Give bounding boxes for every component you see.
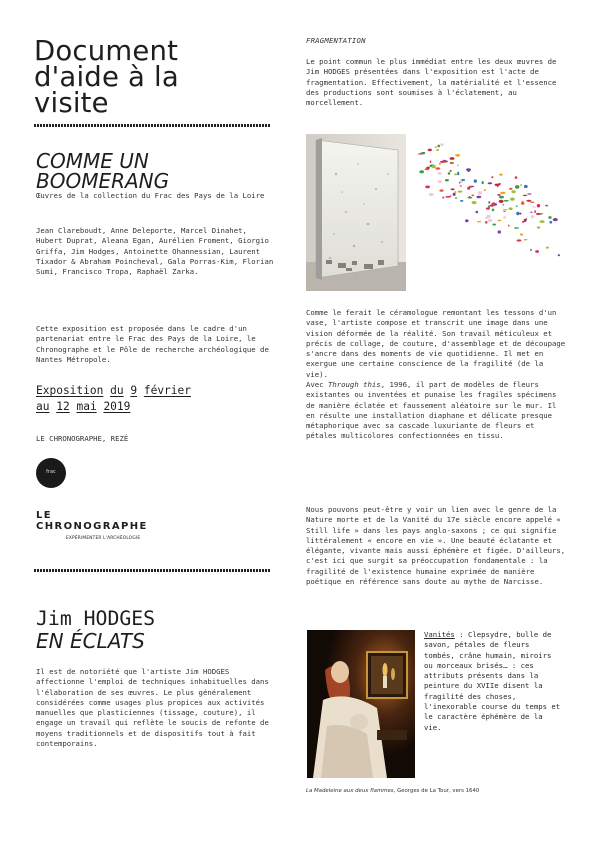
document-title: Document d'aide à la visite	[34, 35, 179, 119]
petal	[524, 239, 528, 240]
section-heading: FRAGMENTATION	[306, 36, 366, 45]
petal	[500, 192, 505, 194]
petal	[492, 224, 496, 226]
petal	[535, 250, 539, 253]
petal	[488, 182, 492, 184]
petal	[468, 197, 473, 199]
dotted-divider	[34, 124, 270, 127]
petal	[548, 216, 551, 219]
dates-word: février	[143, 384, 191, 397]
petal	[499, 196, 504, 199]
petal	[453, 193, 456, 196]
petal	[503, 211, 506, 212]
petal	[545, 205, 548, 207]
flowers-installation-image	[411, 134, 561, 291]
nature-morte-paragraph: Nous pouvons peut-être y voir un lien avec le genre de la Nature morte et de la Vanité du 17e siècle encore appelé « Still life » dans les pays anglo-saxons ; ce qui signifie littéralement « encore en vie ». Une beauté éclatante et élégante, vivante mais aussi éphémère et figée. D'ailleurs, c'est ici que surgit sa préoccupation fondamentale : la fragilité de l'existence humaine exprimée de manière poétique en référence sans doute au mythe de Narcisse.	[306, 505, 566, 587]
petal	[503, 216, 506, 218]
petal	[546, 247, 549, 249]
dates-word: mai	[76, 400, 97, 413]
petal	[445, 196, 450, 198]
petal	[540, 213, 543, 214]
petal	[449, 170, 451, 172]
petal	[457, 165, 459, 167]
petal	[499, 174, 502, 176]
petal	[515, 176, 518, 179]
petal	[461, 179, 465, 181]
petal	[460, 200, 463, 202]
petal	[457, 155, 460, 157]
petal	[435, 167, 440, 170]
petal	[532, 206, 536, 208]
petal	[476, 196, 481, 198]
petal	[514, 227, 519, 228]
caption-credit: , Georges de La Tour, vers 1640	[393, 788, 480, 794]
frac-logo-text: frac	[46, 469, 56, 475]
exhibition-dates	[36, 383, 276, 415]
petal	[530, 212, 532, 213]
petal	[432, 165, 436, 169]
petal	[516, 205, 518, 206]
petal	[509, 188, 512, 190]
frac-logo	[36, 458, 66, 488]
through-this-body: , 1996, il part de modèles de fleurs existantes ou inventées et punaise les fragiles spécimens de manière éclatée et faussement aléatoire sur le mur. Il en résulte une installation diaphane et délicate presque métaphorique avec sa cascade luxuriante de fleurs et pétales multicolores confectionnées en tissu.	[306, 380, 557, 441]
petal	[530, 249, 532, 251]
petal	[488, 205, 490, 208]
chronographe-logo: LE CHRONOGRAPHE	[36, 510, 148, 532]
dates-word: du	[110, 384, 124, 397]
vanites-term: Vanités	[424, 630, 455, 639]
petal	[465, 219, 469, 222]
petal	[474, 179, 477, 182]
exhibition-title: COMME UN BOOMERANG	[36, 149, 170, 193]
petal	[521, 201, 524, 202]
petal	[517, 239, 522, 241]
petal	[472, 201, 477, 204]
petal	[495, 203, 497, 205]
petal	[439, 163, 441, 165]
petal	[537, 204, 540, 208]
petal	[495, 184, 500, 186]
petal	[498, 230, 501, 233]
partnership-note: Cette exposition est proposée dans le cadre d'un partenariat entre le Frac des Pays de la Loire, le Chronographe et le Pôle de recherche archéologique de Nantes Métropole.	[36, 324, 269, 364]
vanites-paragraph	[424, 630, 564, 733]
petal	[524, 185, 528, 188]
petal	[482, 181, 484, 184]
artist-list: Jean Clareboudt, Anne Deleporte, Marcel Dinahet, Hubert Duprat, Aleana Egan, Aurélien Froment, Giorgio Griffa, Jim Hodges, Antoinette Ohannessian, Laurent Tixador & Abraham Poincheval, Gala Porras-Kim, Florian Sumi, Francisco Tropa, Raphaël Zarka.	[36, 226, 274, 277]
petal	[499, 200, 504, 203]
petal	[504, 200, 509, 202]
petal	[526, 200, 531, 202]
petal	[488, 201, 490, 203]
petal	[426, 167, 430, 169]
through-this-paragraph	[306, 380, 568, 442]
petal	[477, 221, 481, 222]
painting-caption	[306, 788, 568, 794]
petal	[460, 185, 462, 187]
petal	[455, 197, 457, 198]
petal	[519, 213, 521, 215]
petal	[466, 168, 471, 171]
dates-word: 9	[130, 384, 138, 397]
petal	[488, 219, 492, 222]
petal	[429, 193, 434, 196]
artwork-photo-flowers	[411, 134, 561, 291]
petal	[442, 196, 444, 198]
artist-name: Jim HODGES	[36, 607, 156, 630]
petal	[451, 188, 455, 190]
petal	[503, 209, 508, 210]
petal	[430, 160, 432, 163]
petal	[511, 190, 515, 193]
dates-word: 2019	[103, 400, 131, 413]
petal	[534, 210, 536, 213]
petal	[419, 170, 424, 173]
petal	[457, 172, 459, 175]
petal	[510, 198, 515, 201]
petal	[428, 149, 432, 152]
petal	[492, 209, 494, 212]
petal	[558, 254, 560, 256]
petal	[509, 207, 513, 210]
caption-title: La Madeleine aux deux flammes	[306, 788, 394, 794]
petal	[476, 211, 479, 214]
petal	[491, 176, 493, 178]
petal	[437, 145, 440, 148]
petal	[531, 215, 534, 218]
petal	[437, 172, 441, 175]
petal	[484, 189, 486, 191]
dates-word: 12	[56, 400, 70, 413]
petal	[520, 184, 522, 185]
petal	[478, 191, 482, 194]
petal	[553, 218, 558, 221]
petal	[520, 233, 523, 235]
petal	[497, 194, 500, 196]
petal	[516, 212, 519, 215]
petal	[436, 149, 439, 151]
dotted-divider	[34, 569, 270, 572]
petal	[439, 189, 443, 191]
petal	[508, 225, 510, 227]
petal	[515, 185, 519, 189]
dates-word: au	[36, 400, 50, 413]
fragmentation-paragraph: Le point commun le plus immédiat entre les deux œuvres de Jim HODGES présentées dans l'exposition est l'acte de fragmentation. Effectivement, la matérialité et l'essence des productions sont soumises à l'éclatement, au morcellement.	[306, 57, 557, 108]
petal	[469, 186, 472, 188]
artwork-title: Through this	[327, 380, 381, 389]
petal	[471, 195, 474, 197]
petal	[537, 226, 540, 228]
ceramologist-paragraph: Comme le ferait le céramologue remontant les tessons d'un vase, l'artiste compose et transcrit une image dans une vision déformée de la réalité. Son travail méticuleux et précis de collage, de couture, d'assemblage et de découpage s'ancre dans des moments de vie quotidienne. Il met en exergue une certaine conscience de la fragilité (de la vie).	[306, 308, 566, 379]
petal	[502, 204, 504, 205]
petal	[450, 162, 454, 164]
exhibition-subtitle: Œuvres de la collection du Frac des Pays de la Loire	[36, 191, 265, 200]
petal	[549, 221, 552, 224]
petal	[438, 180, 442, 183]
petal	[448, 172, 451, 175]
petal	[487, 215, 491, 218]
through-this-prefix: Avec	[306, 380, 328, 389]
petal	[521, 202, 525, 205]
painting-image	[307, 630, 415, 778]
petal	[530, 202, 534, 203]
petal	[420, 152, 425, 154]
artist-subtitle: EN ÉCLATS	[36, 629, 145, 653]
petal	[425, 186, 430, 189]
vanites-body: : Clepsydre, bulle de savon, pétales de fleurs tombés, crâne humain, miroirs ou morceaux brisés… : ces attributs présents dans la peinture du XVIIe disent la fragilité des choses, l'inexorable course du temps et le caractère éphémère de la vie.	[424, 630, 561, 732]
petal	[440, 143, 444, 146]
petal	[435, 146, 437, 148]
installation-image	[306, 134, 406, 291]
petal	[485, 221, 488, 224]
petal	[458, 191, 463, 193]
petal	[445, 179, 449, 181]
chronographe-tagline: EXPÉRIMENTER L'ARCHÉOLOGIE	[66, 536, 141, 541]
painting-madeleine	[307, 630, 415, 778]
petal	[450, 157, 455, 160]
artwork-photo-installation	[306, 134, 406, 291]
petal	[527, 193, 531, 194]
petal	[523, 195, 528, 197]
petal	[524, 219, 527, 222]
petal	[454, 174, 457, 176]
petal	[459, 182, 461, 184]
petal	[497, 220, 501, 222]
dates-word: Exposition	[36, 384, 104, 397]
venue: LE CHRONOGRAPHE, REZÉ	[36, 434, 129, 443]
artist-intro: Il est de notoriété que l'artiste Jim HODGES affectionne l'emploi de techniques inhabituelles dans l'élaboration de ses œuvres. Le plus généralement considérées comme usages plus propices aux activités manuelles que plasticiennes (tissage, couture), il engage un travail qui reflète le soucis de refonte de moyens traditionnels et de dispositifs tout à fait contemporains.	[36, 667, 269, 749]
petal	[444, 161, 447, 162]
petal	[540, 220, 545, 223]
